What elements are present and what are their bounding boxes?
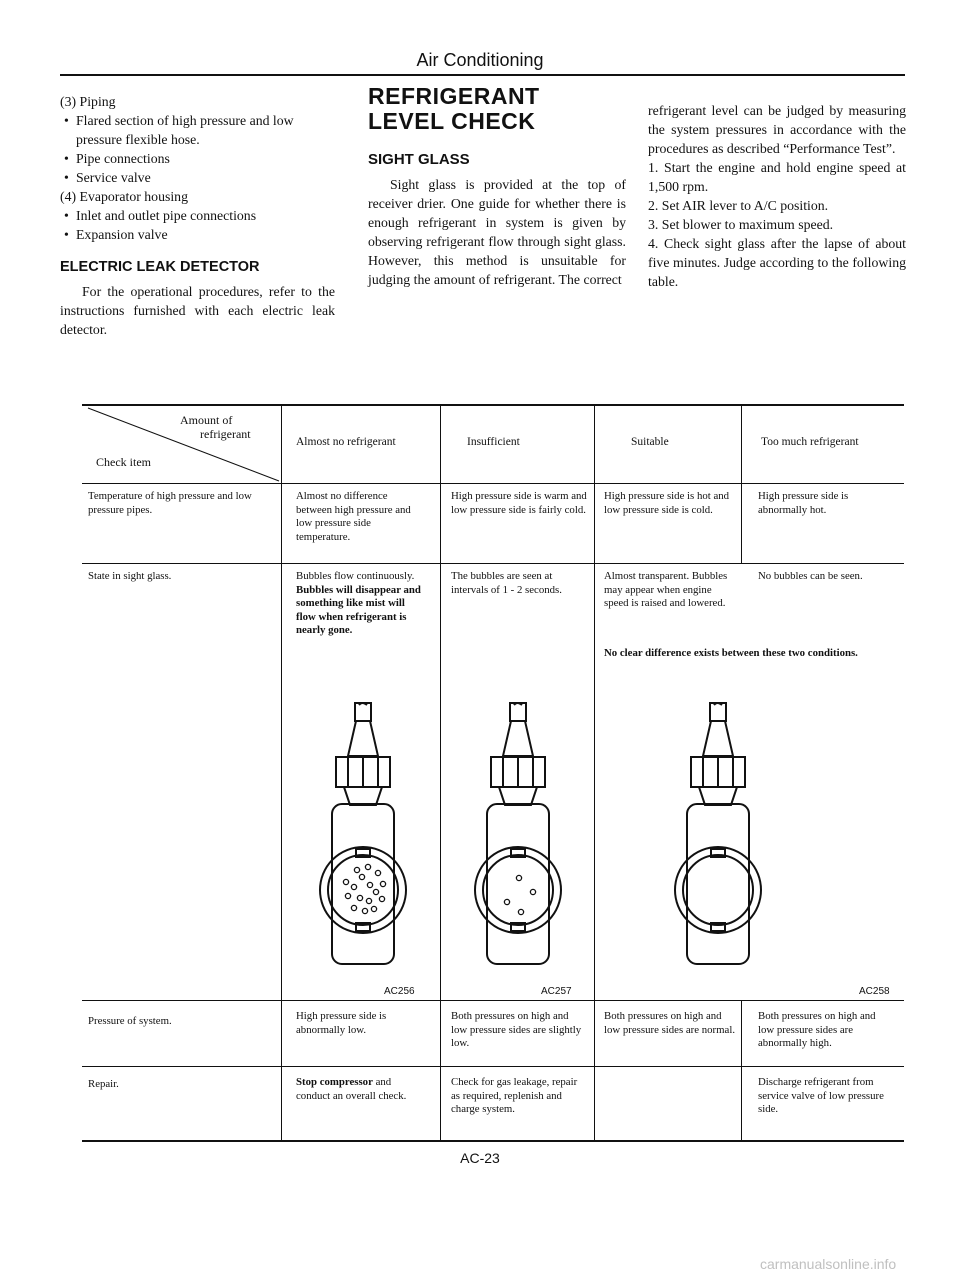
electric-leak-detector-heading: ELECTRIC LEAK DETECTOR — [60, 259, 260, 275]
repair-almost-none-part-1: Stop compressor — [296, 1076, 373, 1088]
header-rule — [60, 74, 905, 76]
corner-diagonal — [0, 0, 1, 1]
cell-sight-glass-too-much: No bubbles can be seen. — [758, 570, 863, 582]
repair-almost-none-part-2: and conduct an overall check. — [296, 1076, 407, 1102]
step-item: 2. Set AIR lever to A/C position. — [648, 198, 829, 213]
column-header-too-much: Too much refrigerant — [761, 436, 859, 448]
cell-temperature-suitable: High pressure side is hot and low pressure side is cold. — [604, 490, 730, 516]
corner-bottom-label: Check item — [96, 455, 151, 469]
cell-pressure-almost-none: High pressure side is abnormally low. — [296, 1010, 387, 1036]
table-header-rule — [82, 483, 904, 484]
sight-glass-illustration-clear — [663, 700, 773, 970]
table-row-rule — [82, 1066, 904, 1067]
column-2 — [368, 84, 626, 289]
corner-top-line-1: Amount of — [180, 413, 233, 427]
cell-pressure-too-much: Both pressures on high and low pressure sides are abnormally high. — [758, 1010, 876, 1050]
table-column-divider — [440, 404, 441, 1140]
sight-glass-almost-none-part-1: Bubbles flow continuously. — [296, 570, 415, 582]
list-item: • Pipe connections — [60, 149, 335, 168]
level-check-text: refrigerant level can be judged by measuring the system pressures in accordance with the procedures as described “Performance Test”. — [648, 103, 906, 156]
table-column-divider — [594, 404, 595, 1140]
sight-glass-text: Sight glass is provided at the top of receiver drier. One guide for whether there is enough refrigerant in system is given by observing refrigerant flow through sight glass. However, this method is unsuitable for judging the amount of refrigerant. The correct — [368, 177, 626, 287]
cell-temperature-almost-none: Almost no difference between high pressure and low pressure side temperature. — [296, 490, 411, 543]
main-heading-line-1: REFRIGERANT — [368, 83, 540, 109]
figure-code: AC256 — [384, 986, 415, 997]
cell-temperature-insufficient: High pressure side is warm and low pressure side is fairly cold. — [451, 490, 587, 516]
sight-glass-illustration-bubbles — [308, 700, 418, 970]
page-header-title: Air Conditioning — [416, 50, 544, 70]
table-row-rule — [82, 1000, 904, 1001]
step-item: 4. Check sight glass after the lapse of about five minutes. Judge according to the following table. — [648, 236, 906, 289]
corner-top-line-2: refrigerant — [200, 427, 251, 441]
sight-glass-illustration-intervals — [463, 700, 573, 970]
table-column-divider — [741, 1000, 742, 1140]
sight-glass-almost-none-part-2: Bubbles will disappear and something like mist will flow when refrigerant is nearly gone. — [296, 583, 421, 637]
cell-pressure-insufficient: Both pressures on high and low pressure sides are slightly low. — [451, 1010, 582, 1050]
table-column-divider — [741, 404, 742, 563]
table-bottom-rule — [82, 1140, 904, 1142]
list-item: • Expansion valve — [60, 225, 335, 244]
list-item: • Flared section of high pressure and low pressure flexible hose. — [60, 111, 335, 149]
cell-sight-glass-suitable: Almost transparent. Bubbles may appear when engine speed is raised and lowered. — [604, 570, 728, 610]
piping-heading: (3) Piping — [60, 94, 116, 109]
step-item: 1. Start the engine and hold engine speed at 1,500 rpm. — [648, 160, 906, 194]
cell-sight-glass-insufficient: The bubbles are seen at intervals of 1 - 2 seconds. — [451, 570, 562, 596]
table-column-divider — [281, 404, 282, 1140]
list-item: • Inlet and outlet pipe connections — [60, 206, 335, 225]
evaporator-heading: (4) Evaporator housing — [60, 189, 188, 204]
cell-sight-glass-merged-note: No clear difference exists between these two conditions. — [604, 647, 858, 659]
row-label-pressure: Pressure of system. — [88, 1015, 172, 1027]
cell-pressure-suitable: Both pressures on high and low pressure sides are normal. — [604, 1010, 736, 1036]
page-number: AC-23 — [460, 1150, 500, 1166]
figure-code: AC258 — [859, 986, 890, 997]
row-label-temperature: Temperature of high pressure and low pressure pipes. — [88, 490, 252, 516]
column-header-suitable: Suitable — [631, 436, 669, 448]
column-3 — [648, 101, 906, 291]
column-header-almost-none: Almost no refrigerant — [296, 436, 396, 448]
main-heading-line-2: LEVEL CHECK — [368, 108, 536, 134]
corner-top-label — [180, 413, 270, 441]
electric-leak-detector-text: For the operational procedures, refer to the instructions furnished with each electric leak detector. — [60, 284, 335, 337]
cell-repair-almost-none — [296, 1076, 426, 1103]
cell-repair-insufficient: Check for gas leakage, repair as required, replenish and charge system. — [451, 1076, 578, 1116]
cell-temperature-too-much: High pressure side is abnormally hot. — [758, 490, 849, 516]
cell-repair-too-much: Discharge refrigerant from service valve of low pressure side. — [758, 1076, 884, 1116]
table-top-rule — [82, 404, 904, 406]
watermark: carmanualsonline.info — [760, 1256, 897, 1272]
row-label-repair: Repair. — [88, 1078, 119, 1090]
figure-code: AC257 — [541, 986, 572, 997]
sight-glass-heading: SIGHT GLASS — [368, 151, 470, 168]
table-row-rule — [82, 563, 904, 564]
cell-sight-glass-almost-none — [296, 570, 422, 638]
column-header-insufficient: Insufficient — [467, 436, 520, 448]
step-item: 3. Set blower to maximum speed. — [648, 217, 834, 232]
column-1 — [60, 92, 335, 339]
list-item: • Service valve — [60, 168, 335, 187]
row-label-sight-glass: State in sight glass. — [88, 570, 172, 582]
